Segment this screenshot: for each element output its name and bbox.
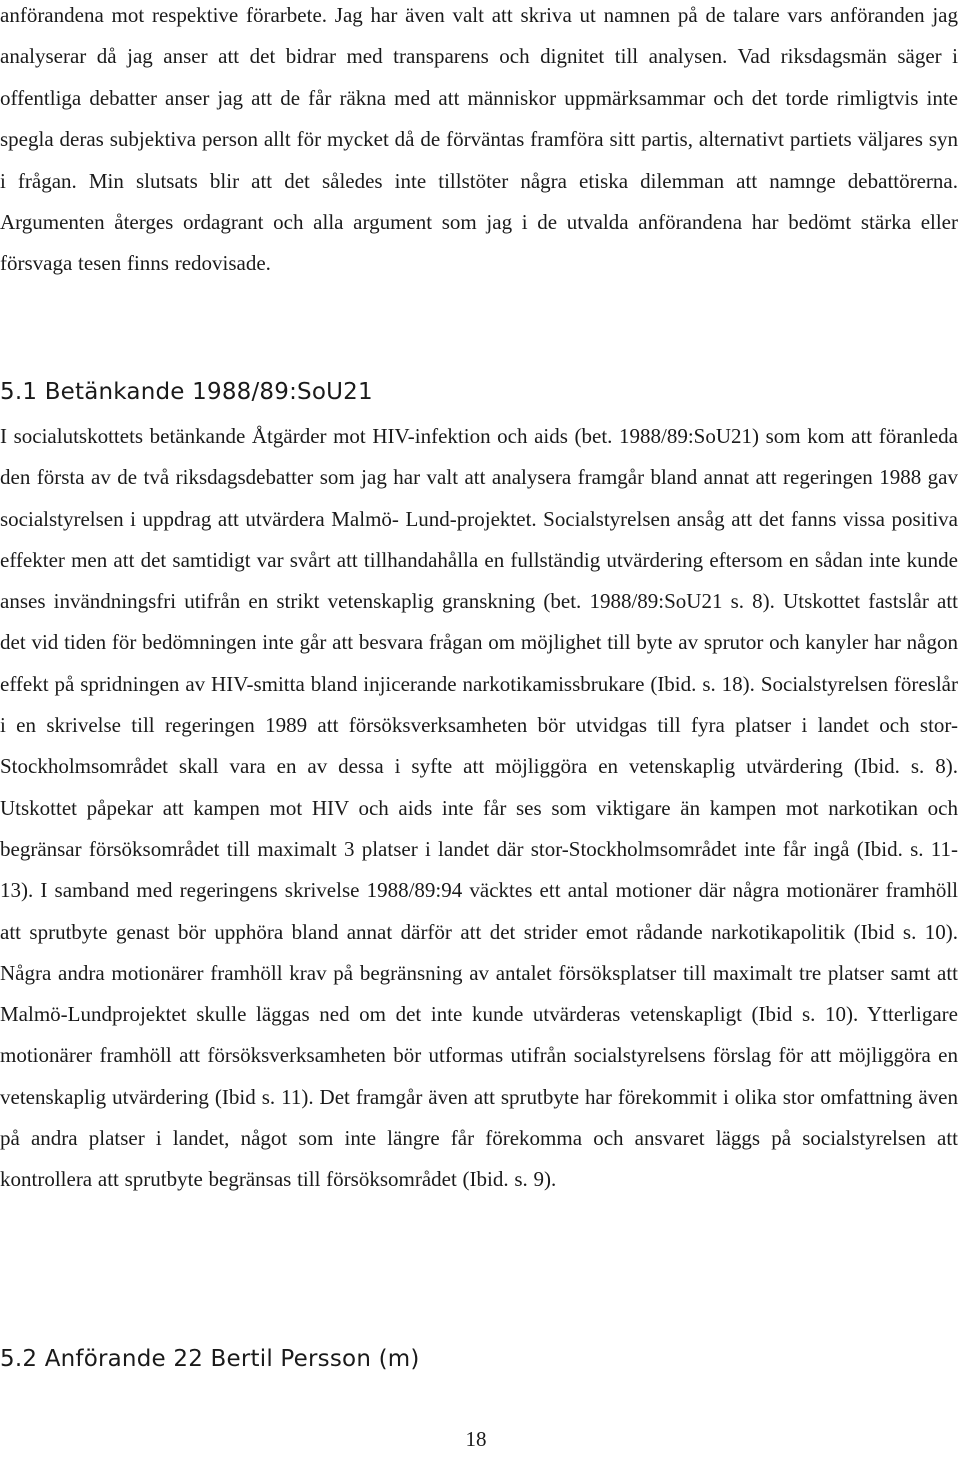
section-heading-5-1: 5.1 Betänkande 1988/89:SoU21 <box>0 379 373 405</box>
intro-paragraph: anförandena mot respektive förarbete. Jag har även valt att skriva ut namnen på de talare vars anföranden jag analyserar då jag anser att det bidrar med transparens och dignitet till analysen. Vad riksdagsmän säger i offentliga debatter anser jag att de får räkna med att människor uppmärksammar och det torde rimligtvis inte spegla deras subjektiva person allt för mycket då de förväntas framföra sitt partis, alternativt partiets väljares syn i frågan. Min slutsats blir att det således inte tillstöter några etiska dilemman att namnge debattörerna. Argumenten återges ordagrant och alla argument som jag i de utvalda anförandena har bedömt stärka eller försvaga tesen finns redovisade. <box>0 3 958 276</box>
section-heading-5-2: 5.2 Anförande 22 Bertil Persson (m) <box>0 1346 420 1372</box>
page-number: 18 <box>465 1427 487 1451</box>
section-5-1-paragraph: I socialutskottets betänkande Åtgärder mot HIV-infektion och aids (bet. 1988/89:SoU21) som kom att föranleda den första av de två riksdagsdebatter som jag har valt att analysera framgår bland annat att regeringen 1988 gav socialstyrelsen i uppdrag att utvärdera Malmö- Lund-projektet. Socialstyrelsen ansåg att det fanns vissa positiva effekter men att det samtidigt var svårt att tillhandahålla en fullständig utvärdering eftersom en sådan inte kunde anses invändningsfri utifrån en strikt vetenskaplig granskning (bet. 1988/89:SoU21 s. 8). Utskottet fastslår att det vid tiden för bedömningen inte går att besvara frågan om möjlighet till byte av sprutor och kanyler har någon effekt på spridningen av HIV-smitta bland injicerande narkotikamissbrukare (Ibid. s. 18). Socialstyrelsen föreslår i en skrivelse till regeringen 1989 att försöksverksamheten bör utvidgas till fyra platser i landet och stor-Stockholmsområdet skall vara en av dessa i syfte att möjliggöra en vetenskaplig utvärdering (Ibid. s. 8). Utskottet påpekar att kampen mot HIV och aids inte får ses som viktigare än kampen mot narkotikan och begränsar försöksområdet till maximalt 3 platser i landet där stor-Stockholmsområdet inte får ingå (Ibid. s. 11- 13). I samband med regeringens skrivelse 1988/89:94 väcktes ett antal motioner där några motionärer framhöll att sprutbyte genast bör upphöra bland annat därför att det strider emot rådande narkotikapolitik (Ibid s. 10). Några andra motionärer framhöll krav på begränsning av antalet försöksplatser till maximalt tre platser samt att Malmö-Lundprojektet skulle läggas ned om det inte kunde utvärderas vetenskapligt (Ibid s. 10). Ytterligare motionärer framhöll att försöksverksamheten bör utformas utifrån socialstyrelsens förslag för att möjliggöra en vetenskaplig utvärdering (Ibid s. 11). Det framgår även att sprutbyte har förekommit i olika stor omfattning även på andra platser i landet, något som inte längre får förekomma och ansvaret läggs på socialstyrelsen att kontrollera att sprutbyte begränsas till försöksområdet (Ibid. s. 9). <box>0 424 958 1192</box>
